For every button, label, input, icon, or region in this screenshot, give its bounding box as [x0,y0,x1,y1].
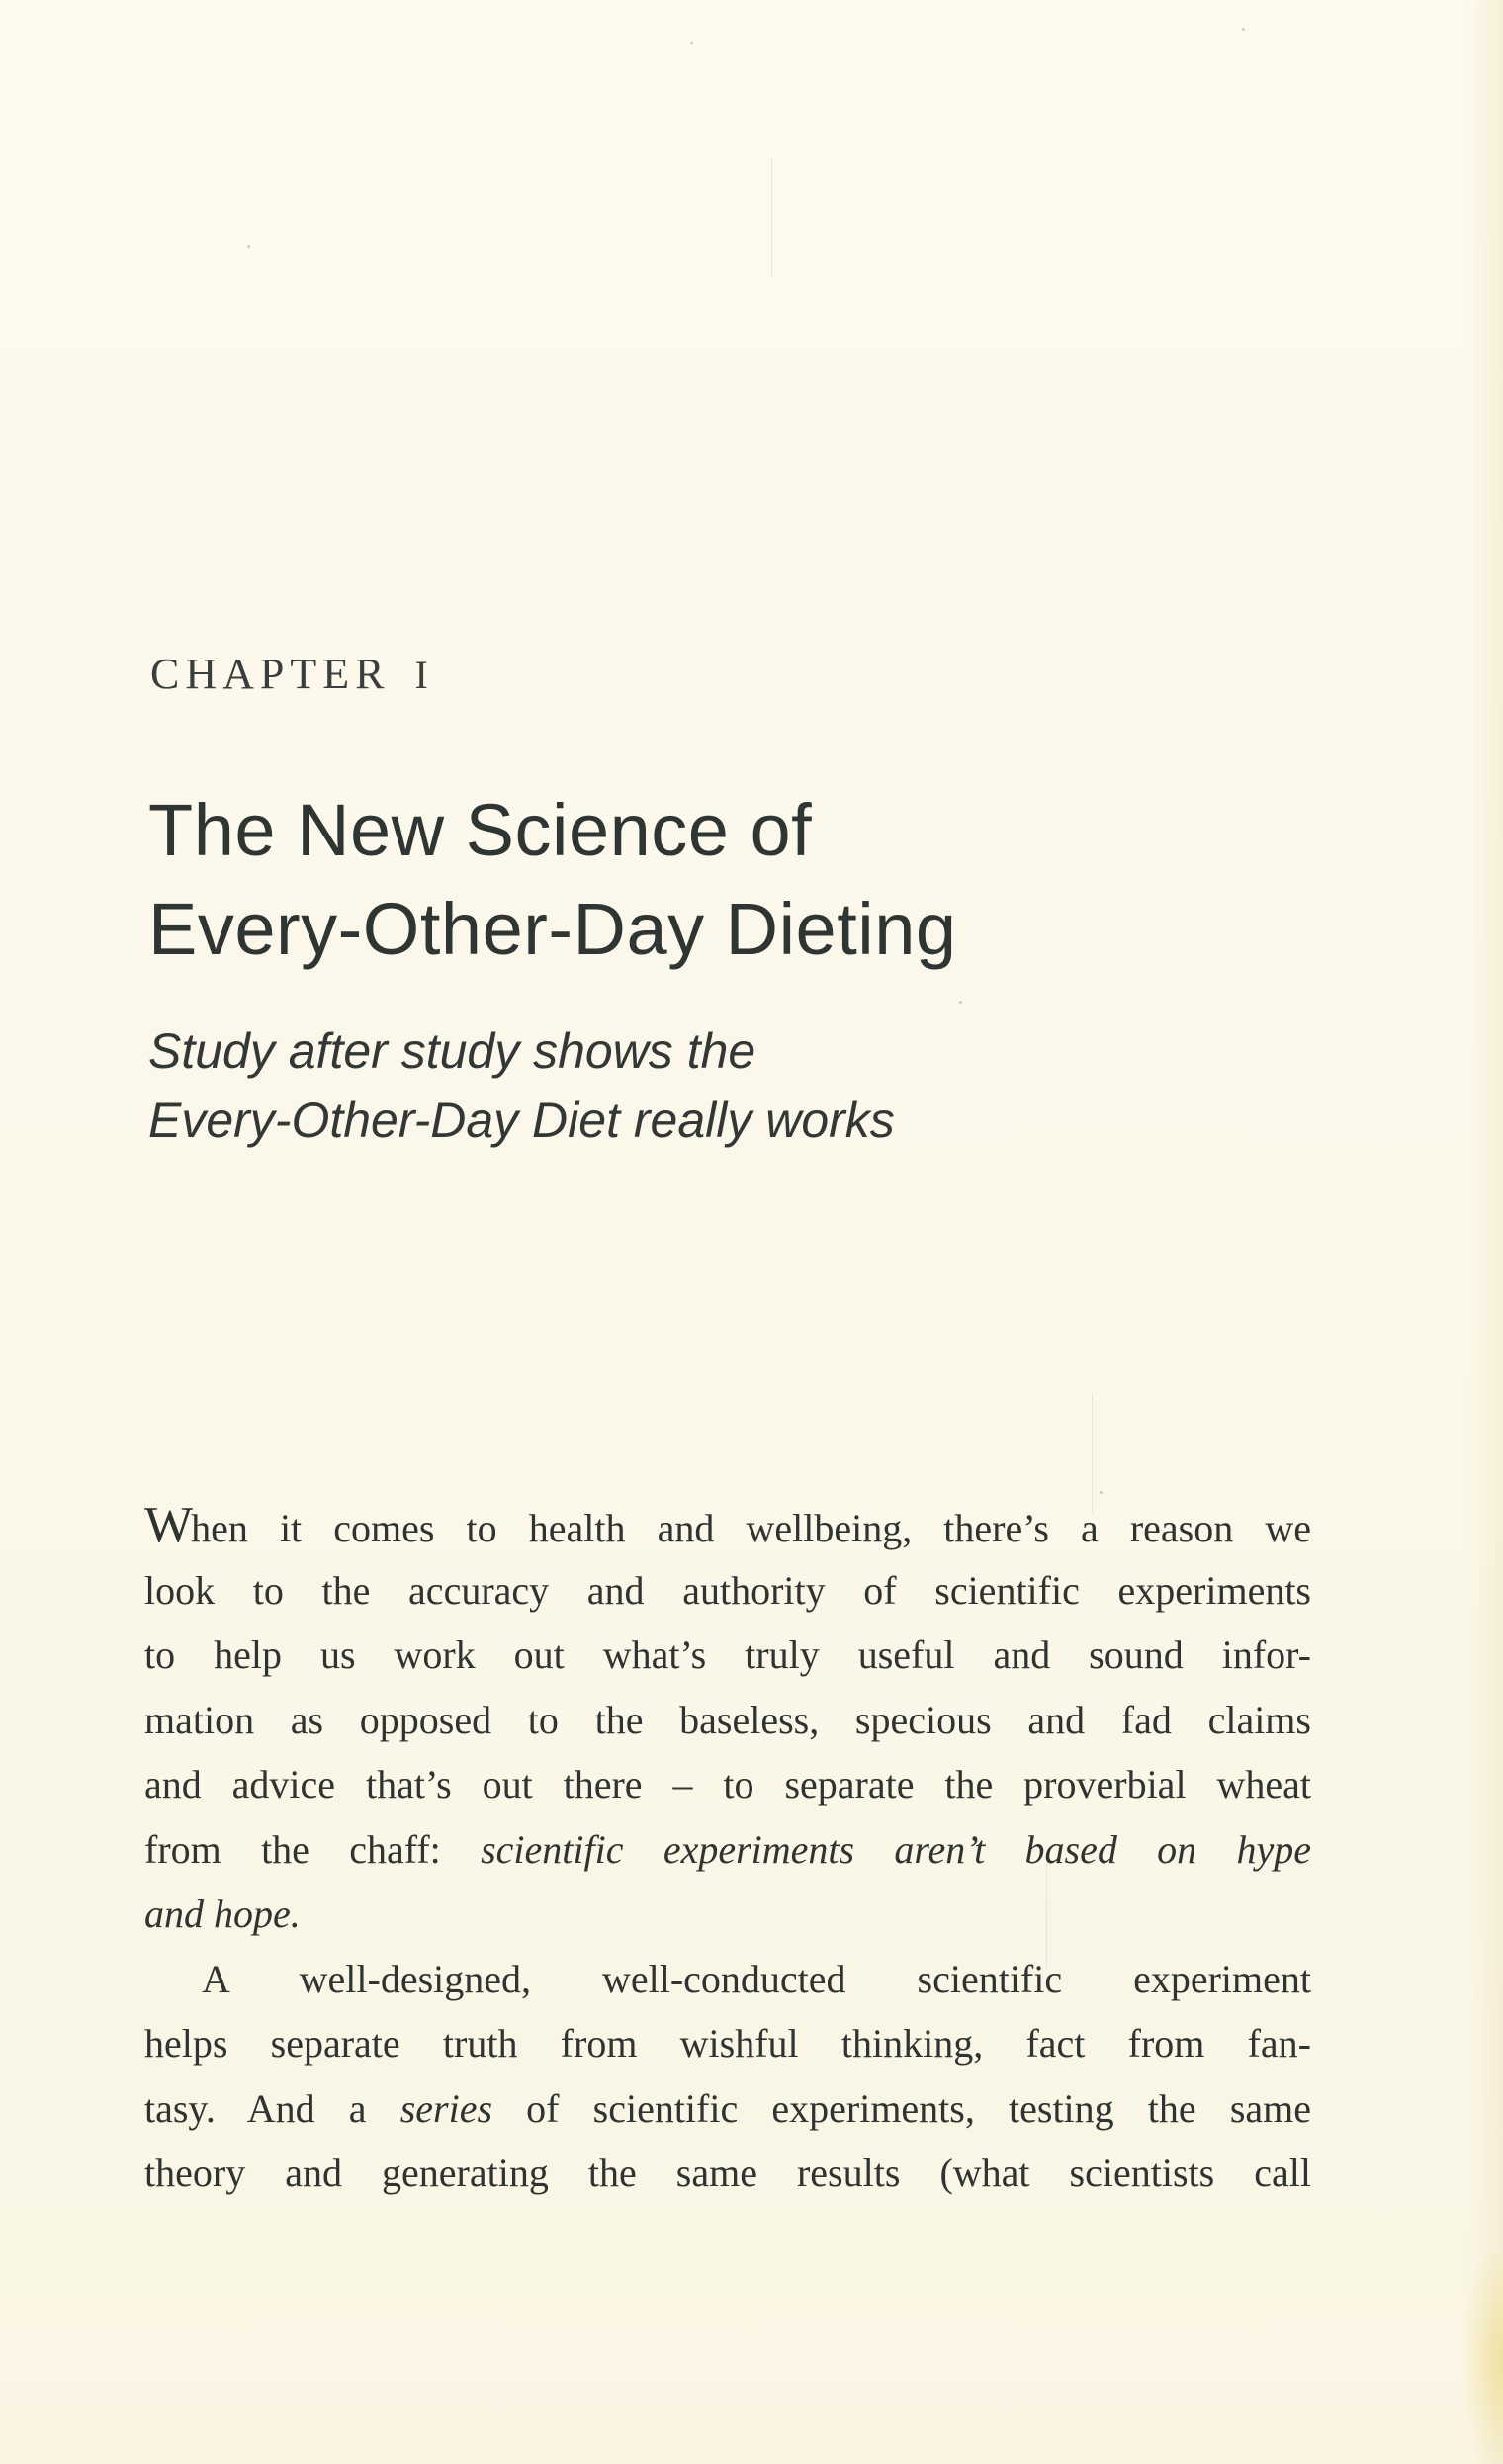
chapter-number: I [414,653,428,697]
paragraph-2-line-2: helps separate truth from wishful thinking, fact from fan- [144,2021,1311,2066]
chapter-subtitle-line-1: Study after study shows the [148,1023,756,1079]
chapter-subtitle [148,1016,1335,1155]
page-speck [247,245,250,248]
chapter-subtitle-line-2: Every-Other-Day Diet really works [148,1093,895,1148]
paragraph-2-line-1: A well-designed, well-conducted scientific experiment [202,1956,1311,2001]
page-speck [690,42,693,44]
paragraph-1-line-5: and advice that’s out there – to separate the proverbial wheat [144,1762,1311,1806]
paragraph-1-line-6 [144,1817,1311,1883]
page-edge-shading [1469,0,1503,2464]
paragraph-1-line-4: mation as opposed to the baseless, specious and fad claims [144,1697,1311,1742]
page-stain [1463,2254,1503,2464]
chapter-label-text: CHAPTER [150,650,391,698]
paragraph-2-line-3-post: of scientific experiments, testing the same [526,2085,1311,2131]
paragraph-2 [144,1947,1311,2206]
paragraph-1-line-2: look to the accuracy and authority of scientific experiments [144,1567,1311,1613]
drop-cap: W [144,1497,192,1553]
page-speck [959,1001,962,1004]
paragraph-2-line-3-emphasis: series [399,2085,493,2131]
paragraph-1-line-7 [144,1882,1311,1947]
paragraph-1-line-6-emphasis: scientific experiments aren’t based on hype [481,1826,1311,1872]
paragraph-2-line-3-pre: tasy. And a [144,2085,367,2131]
chapter-title-line-1: The New Science of [148,789,813,871]
paragraph-1 [144,1493,1311,1947]
chapter-label [150,649,428,699]
paragraph-1-line-6-plain: from the chaff: [144,1826,441,1872]
chapter-title [148,781,1335,979]
paragraph-2-line-4: theory and generating the same results (what scientists call [144,2151,1311,2195]
paragraph-1-line-3: to help us work out what’s truly useful and sound infor- [144,1632,1311,1677]
body-text [144,1493,1311,2206]
page-speck [1242,28,1245,31]
page-fold-line [771,158,772,277]
paragraph-1-line-1-text: hen it comes to health and wellbeing, there’s a reason we [191,1506,1311,1550]
paragraph-2-line-3 [144,2076,1311,2142]
chapter-title-line-2: Every-Other-Day Dieting [148,888,957,970]
paragraph-1-line-7-emphasis: and hope. [144,1892,301,1936]
paragraph-1-line-1 [144,1493,1311,1558]
